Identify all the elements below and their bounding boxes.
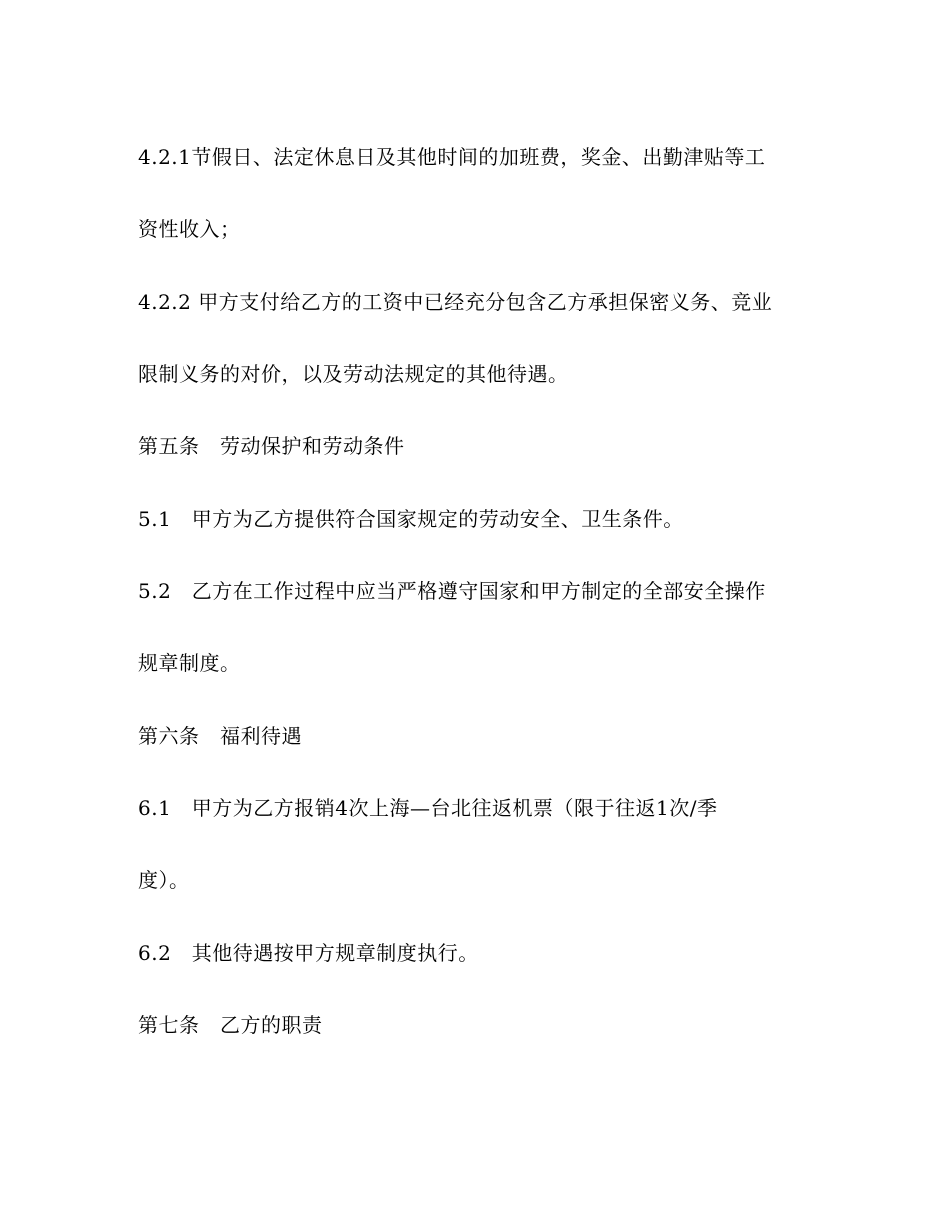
clause-4-2-1-line-2: 资性收入； — [138, 217, 241, 241]
clause-4-2-1-line-1: 4.2.1节假日、法定休息日及其他时间的加班费，奖金、出勤津贴等工 — [138, 145, 766, 169]
article-6-heading: 第六条 福利待遇 — [138, 724, 302, 748]
clause-4-2-2-line-1: 4.2.2 甲方支付给乙方的工资中已经充分包含乙方承担保密义务、竞业 — [138, 290, 773, 314]
clause-5-2-line-1: 5.2 乙方在工作过程中应当严格遵守国家和甲方制定的全部安全操作 — [138, 579, 766, 603]
article-7-heading: 第七条 乙方的职责 — [138, 1013, 323, 1037]
clause-6-1-line-1: 6.1 甲方为乙方报销4次上海—台北往返机票（限于往返1次/季 — [138, 796, 718, 820]
clause-4-2-2-line-2: 限制义务的对价，以及劳动法规定的其他待遇。 — [138, 362, 569, 386]
clause-5-1: 5.1 甲方为乙方提供符合国家规定的劳动安全、卫生条件。 — [138, 507, 684, 531]
article-5-heading: 第五条 劳动保护和劳动条件 — [138, 434, 405, 458]
clause-5-2-line-2: 规章制度。 — [138, 651, 241, 675]
clause-6-1-line-2: 度）。 — [138, 868, 190, 892]
clause-6-2: 6.2 其他待遇按甲方规章制度执行。 — [138, 941, 479, 965]
